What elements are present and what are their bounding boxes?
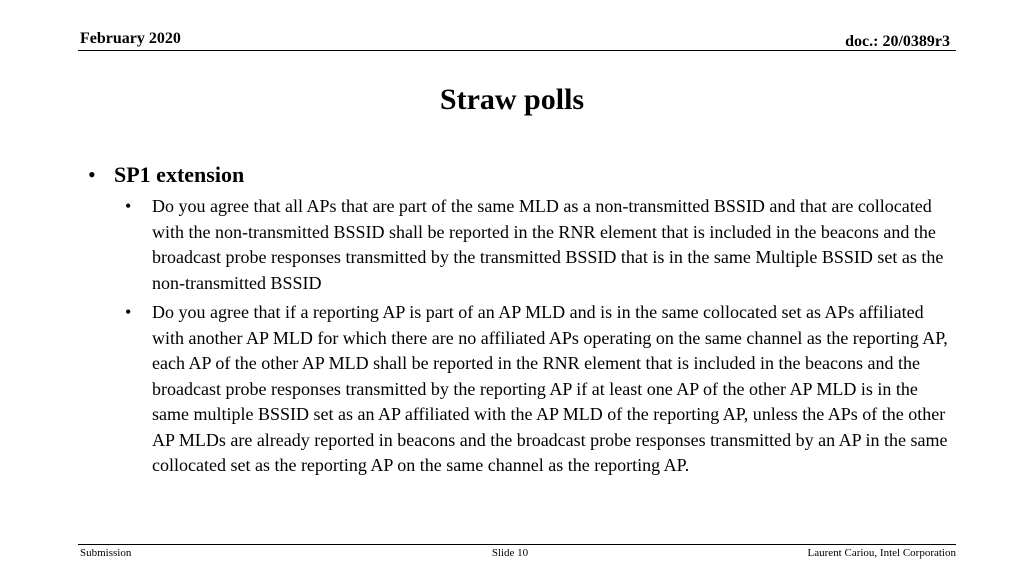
sub-bullet-text: Do you agree that if a reporting AP is part of an AP MLD and is in the same collocated set as APs affiliated with another AP MLD for which there are no affiliated APs operating on the same channel as the reporting AP, each AP of the other AP MLD shall be reported in the RNR element that is included in the beacons and the broadcast probe responses transmitted by the reporting AP if at least one AP of the other AP MLD is in the same multiple BSSID set as an AP affiliated with the AP MLD of the reporting AP, unless the APs of the other AP MLDs are already reported in beacons and the broadcast probe responses transmitted by an AP in the same collocated set as the reporting AP on the same channel as the reporting AP.: [152, 302, 948, 475]
sub-bullet-item: [125, 194, 948, 296]
footer-submission: Submission: [80, 547, 132, 559]
footer-author: Laurent Cariou, Intel Corporation: [807, 547, 956, 559]
bullet-heading: [88, 160, 948, 190]
header-doc-id: doc.: 20/0389r3: [845, 33, 950, 50]
slide-content: [88, 160, 948, 479]
header-date: February 2020: [80, 30, 181, 47]
bullet-dot-icon: •: [88, 162, 96, 187]
bullet-dot-icon: •: [125, 302, 132, 322]
sub-bullet-item: [125, 300, 948, 479]
footer-divider: [78, 544, 956, 545]
header-divider: [78, 50, 956, 51]
slide-title: Straw polls: [439, 83, 585, 116]
sub-bullet-text: Do you agree that all APs that are part of the same MLD as a non-transmitted BSSID and that are collocated with the non-transmitted BSSID shall be reported in the RNR element that is included in the beacons and the broadcast probe responses transmitted by the transmitted BSSID that is in the same Multiple BSSID set as the non-transmitted BSSID: [152, 196, 944, 293]
footer-slide-number: Slide 10: [491, 547, 529, 559]
bullet-dot-icon: •: [125, 196, 132, 216]
heading-text: SP1 extension: [114, 162, 245, 187]
